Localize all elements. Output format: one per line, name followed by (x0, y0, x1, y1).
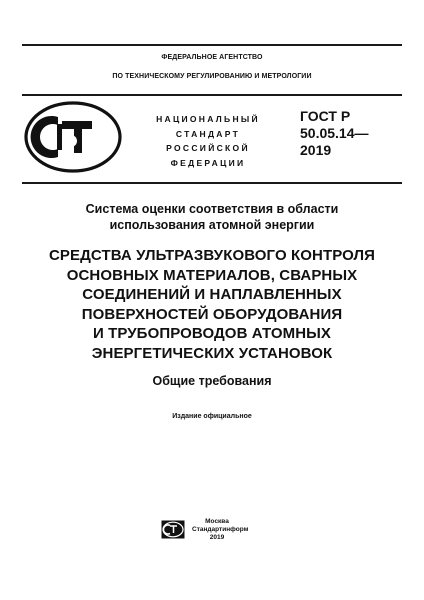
top-rule (22, 44, 402, 46)
main-title-line: ЭНЕРГЕТИЧЕСКИХ УСТАНОВОК (91, 344, 333, 362)
main-title (30, 246, 394, 363)
standard-type-line: НАЦИОНАЛЬНЫЙ (156, 114, 260, 124)
standard-type-line: СТАНДАРТ (175, 128, 241, 139)
agency-name-line2: ПО ТЕХНИЧЕСКОМУ РЕГУЛИРОВАНИЮ И МЕТРОЛОГИИ (112, 73, 312, 80)
designation-line: ГОСТ Р (300, 108, 351, 124)
main-title-line: И ТРУБОПРОВОДОВ АТОМНЫХ (92, 325, 332, 342)
subtitle: Общие требования (152, 374, 272, 388)
main-title-line: СОЕДИНЕНИЙ И НАПЛАВЛЕННЫХ (82, 286, 342, 303)
system-title-line: Система оценки соответствия в области (85, 202, 339, 216)
main-title-line: ОСНОВНЫХ МАТЕРИАЛОВ, СВАРНЫХ (66, 266, 358, 284)
gost-r-logo-icon (24, 101, 122, 173)
edition-label: Издание официальное (172, 413, 252, 420)
standard-type-line: РОССИЙСКОЙ (166, 143, 250, 153)
section-rule (22, 182, 402, 184)
standard-type-line: ФЕДЕРАЦИИ (170, 157, 246, 168)
system-title (40, 201, 384, 233)
main-title-line: СРЕДСТВА УЛЬТРАЗВУКОВОГО КОНТРОЛЯ (48, 247, 376, 264)
header-rule (22, 94, 402, 96)
publisher-name: Стандартинформ (192, 526, 249, 533)
agency-name-line1: ФЕДЕРАЛЬНОЕ АГЕНТСТВО (161, 54, 263, 61)
publisher-year: 2019 (209, 534, 225, 541)
designation-line: 50.05.14— (300, 125, 369, 141)
publisher-city: Москва (205, 518, 229, 525)
publisher-info (192, 518, 249, 542)
standard-designation (300, 108, 410, 159)
system-title-line: использования атомной энергии (109, 218, 315, 232)
designation-line: 2019 (300, 142, 332, 158)
publisher-logo-icon (161, 520, 185, 539)
main-title-line: ПОВЕРХНОСТЕЙ ОБОРУДОВАНИЯ (81, 305, 343, 323)
standard-type (138, 112, 278, 170)
